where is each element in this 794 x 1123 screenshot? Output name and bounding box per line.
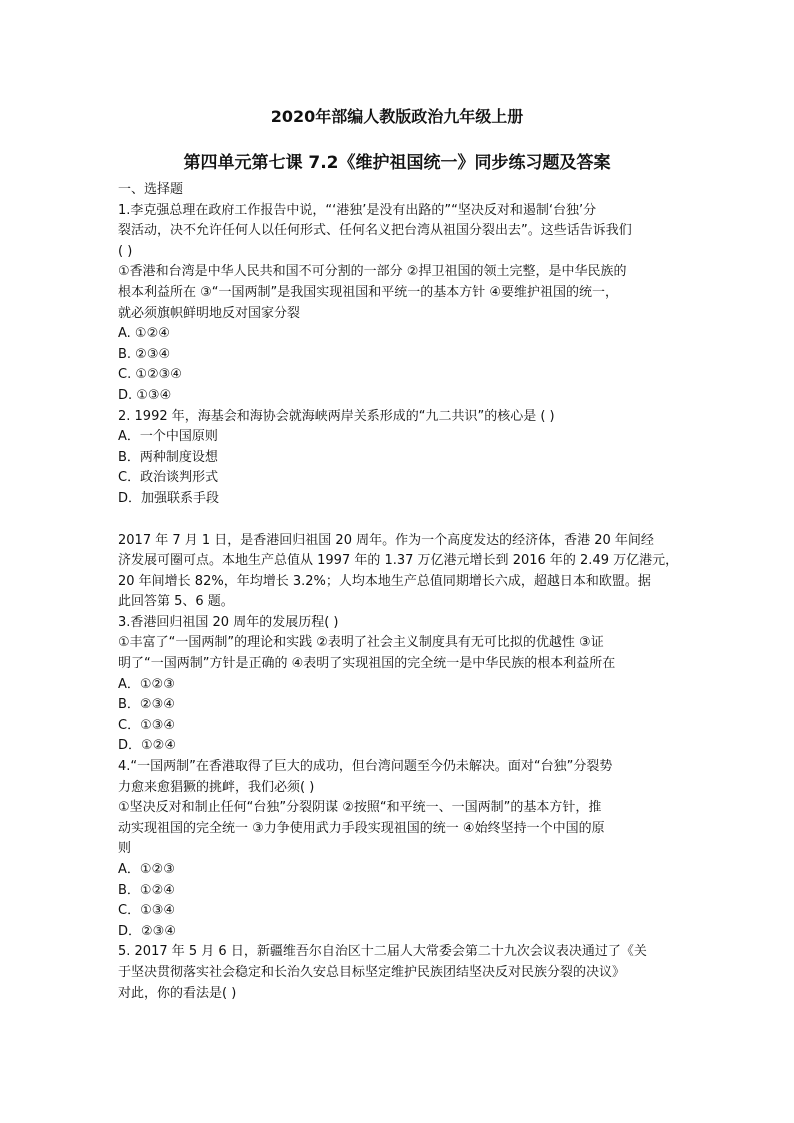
- answer-option-c: C. ①②③④: [118, 367, 182, 383]
- answer-option-d: D．①②④: [118, 738, 176, 754]
- spacer: [118, 510, 678, 531]
- question-line: ①坚决反对和制止任何“台独”分裂阴谋 ②按照“和平统一、一国两制”的基本方针，推: [118, 800, 602, 816]
- question-line: 根本利益所在 ③“一国两制”是我国实现祖国和平统一的基本方针 ④要维护祖国的统一，: [118, 284, 619, 300]
- question-1: [118, 201, 678, 407]
- question-line: ①丰富了“一国两制”的理论和实践 ②表明了社会主义制度具有无可比拟的优越性 ③证: [118, 635, 604, 651]
- question-line: 5. 2017 年 5 月 6 日，新疆维吾尔自治区十二届人大常委会第二十九次会议表决通过了《关: [118, 944, 647, 960]
- answer-option-b: B. ②③④: [118, 346, 171, 362]
- passage-line: 20 年间增长 82%，年均增长 3.2%；人均本地生产总值同期增长六成，超越日本和欧盟。据: [118, 573, 651, 589]
- question-line: 则: [118, 841, 132, 857]
- answer-option-a: A．①②③: [118, 862, 175, 877]
- answer-option-d: D. ①③④: [118, 387, 172, 403]
- document-body: [118, 180, 678, 1004]
- question-5: [118, 942, 678, 1004]
- answer-option-a: A．一个中国原则: [118, 429, 218, 445]
- question-line: 1.李克强总理在政府工作报告中说，“‘港独’是没有出路的”“坚决反对和遏制‘台独’分: [118, 202, 597, 218]
- answer-option-d: D．②③④: [118, 923, 176, 939]
- document-title: 2020年部编人教版政治九年级上册: [270, 107, 524, 126]
- answer-option-b: B．②③④: [118, 697, 175, 713]
- question-line: 就必须旗帜鲜明地反对国家分裂: [118, 305, 301, 321]
- question-2: [118, 407, 678, 510]
- question-line: 动实现祖国的完全统一 ③力争使用武力手段实现祖国的统一 ④始终坚持一个中国的原: [118, 820, 605, 836]
- question-line: 3.香港回归祖国 20 周年的发展历程( ): [118, 614, 339, 630]
- question-line: 明了“一国两制”方针是正确的 ④表明了实现祖国的完全统一是中华民族的根本利益所在: [118, 656, 616, 672]
- question-line: 裂活动，决不允许任何人以任何形式、任何名义把台湾从祖国分裂出去”。这些话告诉我们: [118, 223, 632, 239]
- answer-option-b: B．两种制度设想: [118, 449, 218, 465]
- passage-line: 此回答第 5、6 题。: [118, 594, 234, 610]
- question-line: ①香港和台湾是中华人民共和国不可分割的一部分 ②捍卫祖国的领土完整，是中华民族的: [118, 264, 627, 280]
- question-line: ( ): [118, 243, 133, 259]
- answer-option-b: B．①②④: [118, 882, 175, 898]
- question-line: 4.“一国两制”在香港取得了巨大的成功，但台湾问题至今仍未解决。面对“台独”分裂势: [118, 759, 613, 775]
- passage-line: 济发展可圈可点。本地生产总值从 1997 年的 1.37 万亿港元增长到 2016 年的 2.49 万亿港元，: [118, 553, 679, 569]
- document-subtitle: 第四单元第七课 7.2《维护祖国统一》同步练习题及答案: [183, 153, 611, 173]
- answer-option-c: C．①③④: [118, 903, 176, 919]
- answer-option-a: A．①②③: [118, 676, 175, 692]
- question-4: [118, 757, 678, 942]
- section-heading: 一、选择题: [118, 182, 184, 197]
- answer-option-d: D．加强联系手段: [118, 490, 220, 506]
- answer-option-c: C．①③④: [118, 717, 176, 733]
- question-line: 力愈来愈猖獗的挑衅，我们必须( ): [118, 779, 315, 795]
- reading-passage: [118, 531, 678, 613]
- question-line: 于坚决贯彻落实社会稳定和长治久安总目标坚定维护民族团结坚决反对民族分裂的决议》: [118, 964, 626, 980]
- answer-option-a: A. ①②④: [118, 326, 170, 342]
- answer-option-c: C．政治谈判形式: [118, 470, 219, 486]
- passage-line: 2017 年 7 月 1 日，是香港回归祖国 20 周年。作为一个高度发达的经济体，香港 20 年间经: [118, 532, 654, 548]
- question-line: 对此，你的看法是( ): [118, 985, 237, 1001]
- question-line: 2. 1992 年，海基会和海协会就海峡两岸关系形成的“九二共识”的核心是 ( ): [118, 408, 555, 424]
- question-3: [118, 613, 678, 757]
